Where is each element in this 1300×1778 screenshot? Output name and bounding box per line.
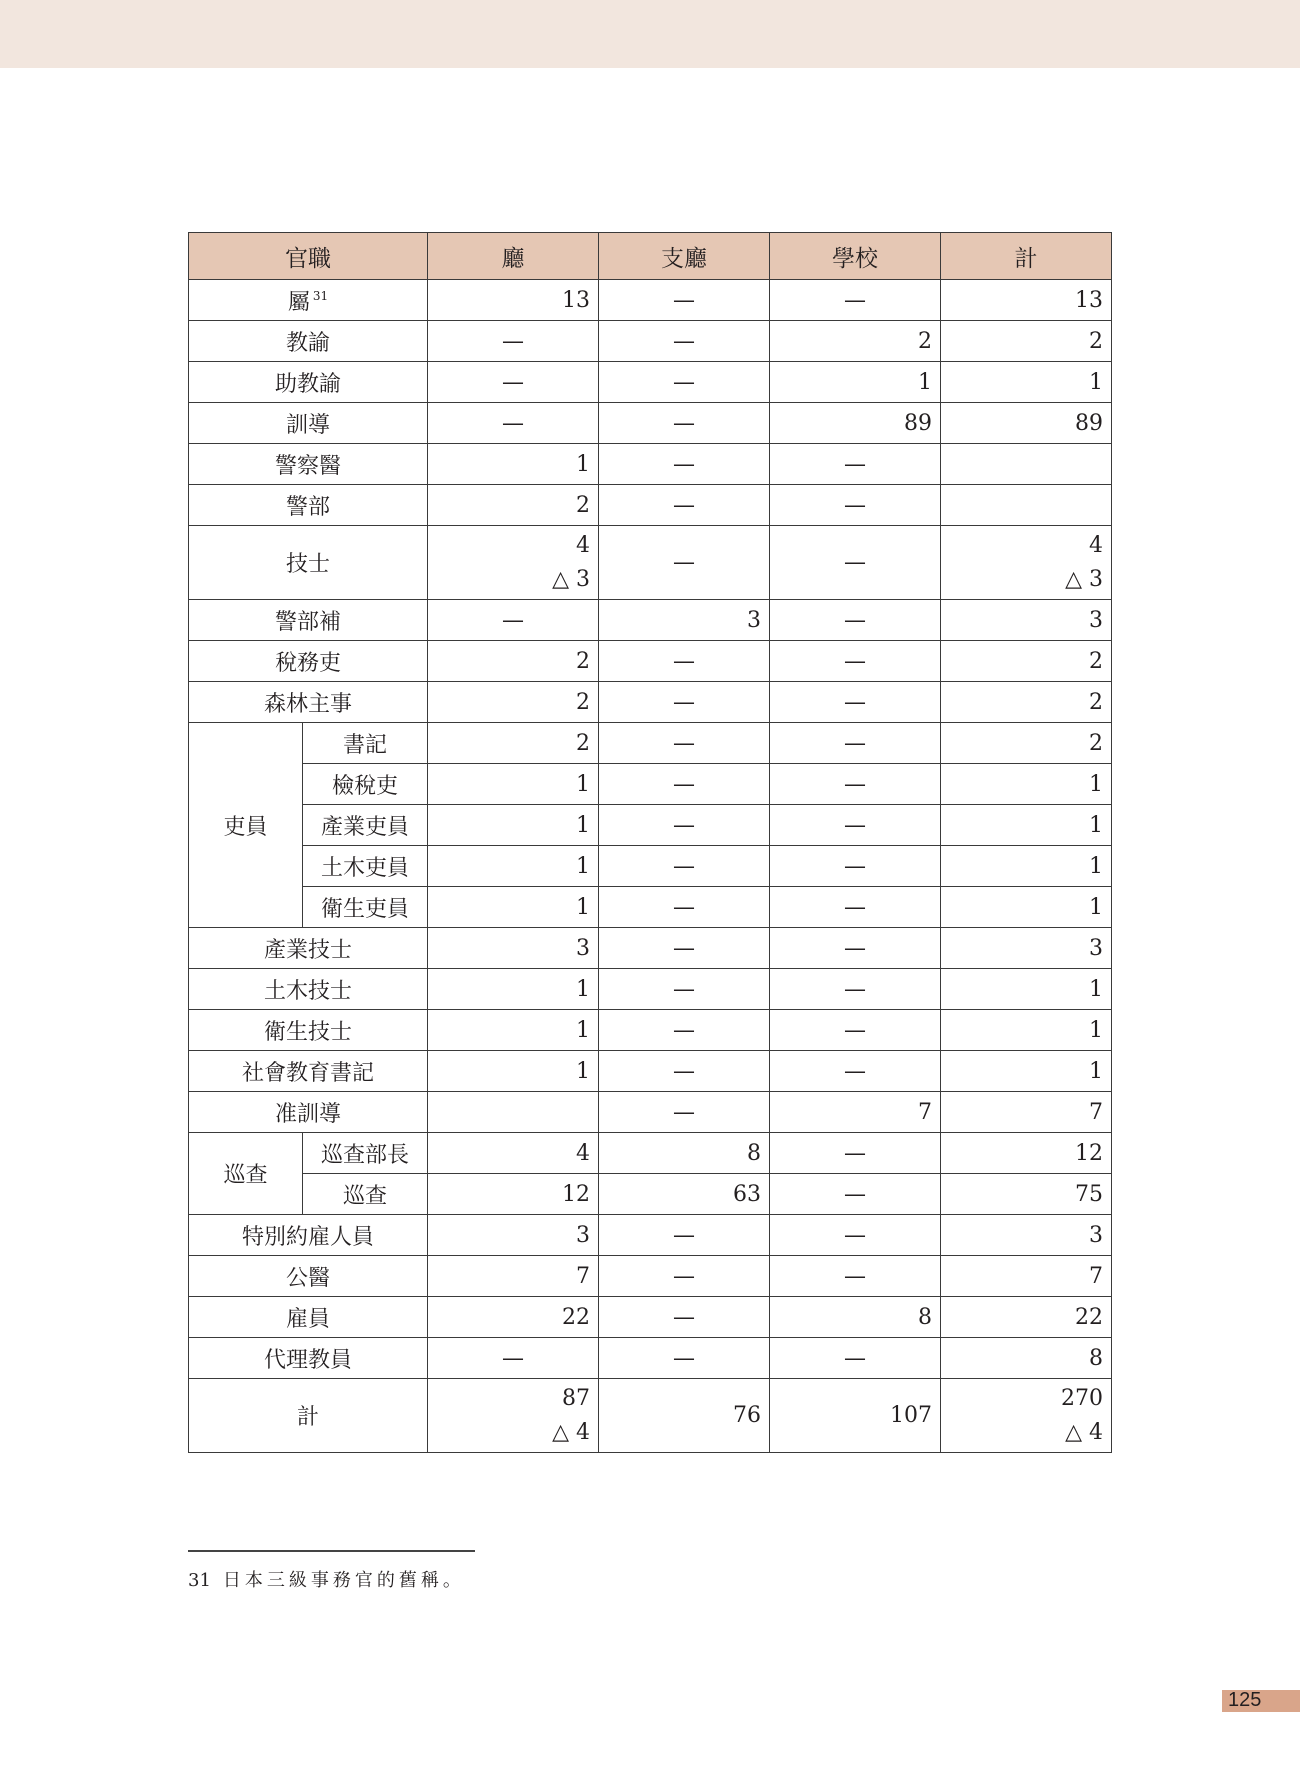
cell: — <box>428 403 599 444</box>
cell: — <box>599 526 770 600</box>
cell: — <box>599 1010 770 1051</box>
cell: 8 <box>941 1338 1112 1379</box>
row-label: 社會教育書記 <box>189 1051 428 1092</box>
row-label: 特別約雇人員 <box>189 1215 428 1256</box>
cell: 12 <box>428 1174 599 1215</box>
cell: — <box>770 1338 941 1379</box>
footnote-ref: 31 <box>312 289 329 304</box>
cell: — <box>599 723 770 764</box>
cell: — <box>770 969 941 1010</box>
cell: — <box>599 362 770 403</box>
cell: — <box>770 846 941 887</box>
cell: — <box>599 764 770 805</box>
table-row <box>189 485 1112 526</box>
cell: — <box>599 1338 770 1379</box>
cell: 2 <box>428 682 599 723</box>
cell: 2 <box>428 723 599 764</box>
cell: — <box>599 1256 770 1297</box>
cell: — <box>428 321 599 362</box>
cell: 2 <box>428 641 599 682</box>
table-row <box>189 403 1112 444</box>
footnote-text: 日本三級事務官的舊稱。 <box>222 1570 465 1591</box>
row-label: 公醫 <box>189 1256 428 1297</box>
cell: — <box>770 1174 941 1215</box>
cell: — <box>599 1215 770 1256</box>
row-label: 教諭 <box>189 321 428 362</box>
cell: — <box>599 1092 770 1133</box>
row-label: 產業吏員 <box>303 805 428 846</box>
cell: 1 <box>770 362 941 403</box>
cell <box>941 444 1112 485</box>
cell: 2 <box>941 321 1112 362</box>
cell: 1 <box>428 969 599 1010</box>
table-row <box>189 682 1112 723</box>
cell: — <box>428 362 599 403</box>
group-label: 吏員 <box>189 723 303 928</box>
row-label: 書記 <box>303 723 428 764</box>
cell: 3 <box>599 600 770 641</box>
cell: 2 <box>941 682 1112 723</box>
footnote <box>188 1566 465 1592</box>
cell <box>941 485 1112 526</box>
cell: 1 <box>941 764 1112 805</box>
header-cell: 支廳 <box>599 233 770 280</box>
cell: — <box>599 928 770 969</box>
row-label: 准訓導 <box>189 1092 428 1133</box>
row-label: 警部補 <box>189 600 428 641</box>
cell: — <box>428 600 599 641</box>
cell: 8 <box>599 1133 770 1174</box>
table-row <box>189 526 1112 600</box>
cell: 13 <box>941 280 1112 321</box>
table-row <box>189 928 1112 969</box>
cell: 2 <box>941 641 1112 682</box>
row-label: 檢稅吏 <box>303 764 428 805</box>
cell: 3 <box>941 1215 1112 1256</box>
table-row <box>189 1092 1112 1133</box>
cell: 89 <box>770 403 941 444</box>
cell: 22 <box>428 1297 599 1338</box>
table-row <box>189 280 1112 321</box>
cell: 13 <box>428 280 599 321</box>
row-label: 警察醫 <box>189 444 428 485</box>
cell: 3 <box>428 928 599 969</box>
staff-table <box>188 232 1111 1453</box>
header-cell: 學校 <box>770 233 941 280</box>
cell: 76 <box>599 1379 770 1453</box>
cell: — <box>599 1051 770 1092</box>
cell: 1 <box>428 1010 599 1051</box>
cell: — <box>599 682 770 723</box>
table-header <box>189 233 1112 280</box>
table-row <box>189 1256 1112 1297</box>
table-row <box>189 1297 1112 1338</box>
cell: 1 <box>428 805 599 846</box>
row-label: 衛生吏員 <box>303 887 428 928</box>
row-label: 稅務吏 <box>189 641 428 682</box>
row-label: 代理教員 <box>189 1338 428 1379</box>
header-cell: 計 <box>941 233 1112 280</box>
cell: — <box>599 403 770 444</box>
cell: — <box>770 682 941 723</box>
table-row <box>189 1215 1112 1256</box>
cell <box>428 1092 599 1133</box>
table-row <box>189 846 1112 887</box>
cell: — <box>770 641 941 682</box>
table-row <box>189 600 1112 641</box>
row-label: 雇員 <box>189 1297 428 1338</box>
cell: — <box>599 485 770 526</box>
row-label: 衛生技士 <box>189 1010 428 1051</box>
cell: — <box>770 764 941 805</box>
table-row <box>189 764 1112 805</box>
page-number: 125 <box>1228 1689 1262 1711</box>
table-row <box>189 444 1112 485</box>
cell: — <box>599 280 770 321</box>
cell: 1 <box>941 805 1112 846</box>
cell: 1 <box>428 846 599 887</box>
cell: 2 <box>770 321 941 362</box>
row-label: 產業技士 <box>189 928 428 969</box>
cell: 8 <box>770 1297 941 1338</box>
cell: 3 <box>428 1215 599 1256</box>
cell: — <box>770 1133 941 1174</box>
cell: — <box>599 887 770 928</box>
cell: — <box>599 641 770 682</box>
top-band <box>0 0 1300 68</box>
cell: 89 <box>941 403 1112 444</box>
row-label: 警部 <box>189 485 428 526</box>
row-label: 巡查部長 <box>303 1133 428 1174</box>
cell: 3 <box>941 600 1112 641</box>
cell: — <box>599 444 770 485</box>
cell: — <box>770 887 941 928</box>
cell: 4 <box>428 1133 599 1174</box>
cell: 1 <box>941 1010 1112 1051</box>
table-row <box>189 1338 1112 1379</box>
total-row <box>189 1379 1112 1453</box>
footnote-rule <box>188 1550 475 1552</box>
cell: — <box>770 805 941 846</box>
row-label: 土木吏員 <box>303 846 428 887</box>
cell: 63 <box>599 1174 770 1215</box>
group-label: 巡查 <box>189 1133 303 1215</box>
cell: 1 <box>941 846 1112 887</box>
table-row <box>189 1133 1112 1174</box>
cell: 107 <box>770 1379 941 1453</box>
table-row <box>189 641 1112 682</box>
cell: — <box>770 1010 941 1051</box>
cell: 7 <box>941 1256 1112 1297</box>
cell: — <box>770 444 941 485</box>
cell: — <box>770 1051 941 1092</box>
table-row <box>189 887 1112 928</box>
table-row <box>189 969 1112 1010</box>
cell: 4 △ 3 <box>428 526 599 600</box>
row-label: 訓導 <box>189 403 428 444</box>
cell: — <box>770 526 941 600</box>
cell: — <box>599 1297 770 1338</box>
header-cell: 官職 <box>189 233 428 280</box>
row-label: 計 <box>189 1379 428 1453</box>
cell: 1 <box>428 764 599 805</box>
table-row <box>189 805 1112 846</box>
cell: — <box>770 280 941 321</box>
table-row <box>189 723 1112 764</box>
cell: 12 <box>941 1133 1112 1174</box>
table-row <box>189 1174 1112 1215</box>
cell: — <box>599 321 770 362</box>
cell: — <box>599 969 770 1010</box>
cell: 2 <box>941 723 1112 764</box>
cell: 87 △ 4 <box>428 1379 599 1453</box>
cell: — <box>599 805 770 846</box>
cell: 1 <box>941 887 1112 928</box>
cell: 1 <box>428 1051 599 1092</box>
cell: 270 △ 4 <box>941 1379 1112 1453</box>
cell: — <box>428 1338 599 1379</box>
cell: 4 △ 3 <box>941 526 1112 600</box>
footnote-number: 31 <box>188 1570 211 1591</box>
cell: 1 <box>428 887 599 928</box>
cell: — <box>770 723 941 764</box>
cell: 22 <box>941 1297 1112 1338</box>
table-row <box>189 362 1112 403</box>
cell: — <box>770 485 941 526</box>
cell: 7 <box>941 1092 1112 1133</box>
row-label: 屬 $^{31}$ <box>189 280 428 321</box>
cell: 1 <box>941 1051 1112 1092</box>
cell: 7 <box>770 1092 941 1133</box>
row-label: 森林主事 <box>189 682 428 723</box>
cell: 1 <box>428 444 599 485</box>
row-label: 土木技士 <box>189 969 428 1010</box>
cell: — <box>770 1256 941 1297</box>
table-row <box>189 1051 1112 1092</box>
table-row <box>189 321 1112 362</box>
row-label: 技士 <box>189 526 428 600</box>
row-label: 助教諭 <box>189 362 428 403</box>
cell: — <box>770 928 941 969</box>
cell: 3 <box>941 928 1112 969</box>
row-label: 巡查 <box>303 1174 428 1215</box>
cell: — <box>770 600 941 641</box>
cell: 1 <box>941 362 1112 403</box>
cell: 7 <box>428 1256 599 1297</box>
header-cell: 廳 <box>428 233 599 280</box>
cell: 2 <box>428 485 599 526</box>
cell: 1 <box>941 969 1112 1010</box>
cell: — <box>599 846 770 887</box>
table-row <box>189 1010 1112 1051</box>
cell: 75 <box>941 1174 1112 1215</box>
cell: — <box>770 1215 941 1256</box>
